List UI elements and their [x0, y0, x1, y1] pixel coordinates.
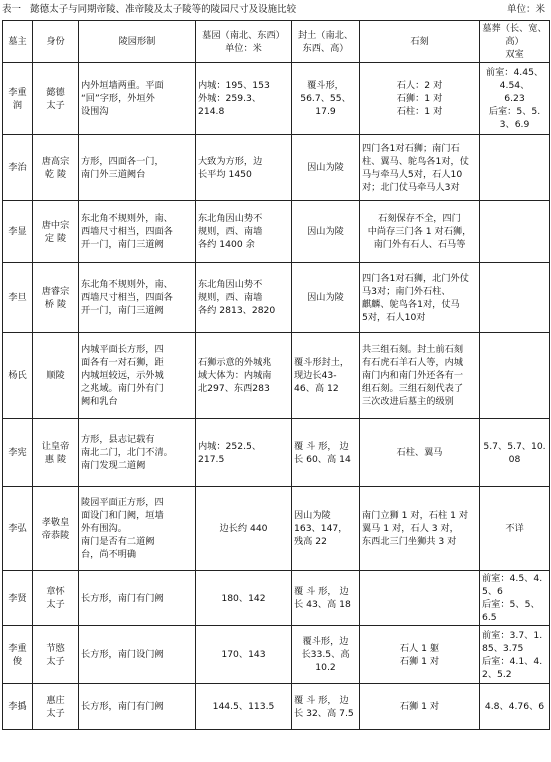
cell-status: 唐中宗 定 陵	[33, 201, 79, 263]
cell-status: 惠庄 太子	[33, 684, 79, 730]
cell-stone: 石人：2 对 石狮：1 对 石柱：1 对	[360, 63, 480, 135]
caption-units: 单位：米	[506, 4, 545, 15]
table-row	[3, 201, 550, 263]
header-status: 身份	[33, 21, 79, 63]
cell-stone	[360, 571, 480, 626]
cell-tomb	[480, 201, 550, 263]
cell-layout: 长方形，南门设门阙	[79, 626, 196, 684]
table-row	[3, 626, 550, 684]
cell-layout: 内外垣墙两重。平面 “回”字形，外垣外 设围沟	[79, 63, 196, 135]
cell-status: 章怀 太子	[33, 571, 79, 626]
comparison-table	[2, 20, 550, 730]
cell-garden: 东北角因山势不 规则，西、南墙 各约 2813、2820	[196, 263, 292, 333]
cell-mound: 覆 斗 形， 边 长 60、高 14	[292, 419, 360, 487]
cell-layout: 东北角不规则外，南、 西墙尺寸相当，四面各 开一门，南门三道阙	[79, 201, 196, 263]
cell-garden: 170、143	[196, 626, 292, 684]
cell-mound: 覆斗形，边 长33.5、高 10.2	[292, 626, 360, 684]
cell-status: 唐高宗 乾 陵	[33, 135, 79, 201]
cell-mound: 覆斗形， 56.7、55、 17.9	[292, 63, 360, 135]
cell-garden: 大致为方形，边 长平均 1450	[196, 135, 292, 201]
cell-tomb: 5.7、5.7、10.08	[480, 419, 550, 487]
cell-layout: 陵园平面正方形，四 面设门和门阙，垣墙 外有围沟。 南门是否有二道阙 台，尚不明确	[79, 487, 196, 571]
cell-stone: 共三组石刻。封土前石刻 有石虎石羊石人等，内城 南门内和南门外还各有一 组石刻。三组石刻代表了 三次改进后墓主的级别	[360, 333, 480, 419]
cell-garden: 144.5、113.5	[196, 684, 292, 730]
cell-stone: 石人 1 躯 石狮 1 对	[360, 626, 480, 684]
cell-owner: 李旦	[3, 263, 33, 333]
cell-owner: 李贤	[3, 571, 33, 626]
header-owner: 墓主	[3, 21, 33, 63]
cell-mound: 覆 斗 形， 边 长 32、高 7.5	[292, 684, 360, 730]
caption-label: 表一	[2, 4, 22, 15]
cell-owner: 李显	[3, 201, 33, 263]
cell-garden: 内城：195、153 外城：259.3、 214.8	[196, 63, 292, 135]
cell-status: 懿德 太子	[33, 63, 79, 135]
cell-tomb	[480, 263, 550, 333]
cell-tomb: 前室：4.45、4.54、 6.23 后室：5、5.3、6.9	[480, 63, 550, 135]
cell-garden: 石狮示意的外城兆 域大体为：内城南 北297、东西283	[196, 333, 292, 419]
cell-owner: 李弘	[3, 487, 33, 571]
table-caption	[2, 2, 549, 18]
cell-owner: 杨氏	[3, 333, 33, 419]
cell-mound: 覆斗形封土， 现边长43- 46、高 12	[292, 333, 360, 419]
cell-mound: 因山为陵	[292, 263, 360, 333]
cell-layout: 长方形，南门有门阙	[79, 571, 196, 626]
cell-stone: 四门各1对石狮；南门石 柱、翼马、鸵鸟各1对，仗 马与牵马人5对，石人10 对；北门仗马牵马人3对	[360, 135, 480, 201]
header-mound: 封土（南北、 东西、高）	[292, 21, 360, 63]
cell-layout: 长方形，南门有门阙	[79, 684, 196, 730]
cell-mound: 因山为陵	[292, 135, 360, 201]
table-row	[3, 571, 550, 626]
cell-owner: 李重润	[3, 63, 33, 135]
cell-tomb: 前室：3.7、1.85、3.75 后室：4.1、4.2、5.2	[480, 626, 550, 684]
cell-status: 顺陵	[33, 333, 79, 419]
cell-tomb: 不详	[480, 487, 550, 571]
cell-tomb	[480, 135, 550, 201]
cell-stone: 四门各1对石狮，北门外仗 马3对；南门外石柱、 麒麟、鸵鸟各1对，仗马 5对，石人10对	[360, 263, 480, 333]
cell-layout: 方形，四面各一门， 南门外三道阙台	[79, 135, 196, 201]
cell-tomb: 前室：4.5、4.5、6 后室：5、5、6.5	[480, 571, 550, 626]
table-row	[3, 263, 550, 333]
table-row	[3, 419, 550, 487]
cell-layout: 内城平面长方形，四 面各有一对石狮，距 内城垣较远，示外城 之兆域。南门外有门 阙和乳台	[79, 333, 196, 419]
cell-mound: 因山为陵 163、147， 残高 22	[292, 487, 360, 571]
cell-stone: 石刻保存不全，四门 中尚存三门各 1 对石狮， 南门外有石人、石马等	[360, 201, 480, 263]
cell-mound: 因山为陵	[292, 201, 360, 263]
cell-status: 孝敬皇 帝恭陵	[33, 487, 79, 571]
header-garden: 墓园（南北、东西） 单位：米	[196, 21, 292, 63]
cell-status: 节愍 太子	[33, 626, 79, 684]
cell-owner: 李宪	[3, 419, 33, 487]
table-row	[3, 487, 550, 571]
cell-owner: 李重俊	[3, 626, 33, 684]
header-row	[3, 21, 550, 63]
table-row	[3, 63, 550, 135]
header-layout: 陵园形制	[79, 21, 196, 63]
cell-layout: 东北角不规则外，南、 西墙尺寸相当，四面各 开一门，南门三道阙	[79, 263, 196, 333]
cell-owner: 李撝	[3, 684, 33, 730]
cell-mound: 覆 斗 形， 边 长 43、高 18	[292, 571, 360, 626]
cell-status: 让皇帝 惠 陵	[33, 419, 79, 487]
cell-status: 唐睿宗 桥 陵	[33, 263, 79, 333]
table-row	[3, 333, 550, 419]
table-row	[3, 135, 550, 201]
cell-stone: 石狮 1 对	[360, 684, 480, 730]
cell-garden: 东北角因山势不 规则，西、南墙 各约 1400 余	[196, 201, 292, 263]
header-tomb: 墓葬（长、宽、高） 双室	[480, 21, 550, 63]
cell-garden: 内城：252.5、 217.5	[196, 419, 292, 487]
cell-stone: 南门立狮 1 对，石柱 1 对 翼马 1 对，石人 3 对， 东西北三门坐狮共 3 对	[360, 487, 480, 571]
cell-stone: 石柱、翼马	[360, 419, 480, 487]
table-row	[3, 684, 550, 730]
cell-tomb	[480, 333, 550, 419]
cell-tomb: 4.8、4.76、6	[480, 684, 550, 730]
header-stone: 石刻	[360, 21, 480, 63]
cell-owner: 李治	[3, 135, 33, 201]
caption-title: 懿德太子与同期帝陵、准帝陵及太子陵等的陵园尺寸及设施比较	[30, 4, 297, 15]
cell-garden: 180、142	[196, 571, 292, 626]
cell-garden: 边长约 440	[196, 487, 292, 571]
cell-layout: 方形，县志记载有 南北二门，北门不清。 南门发现二道阙	[79, 419, 196, 487]
